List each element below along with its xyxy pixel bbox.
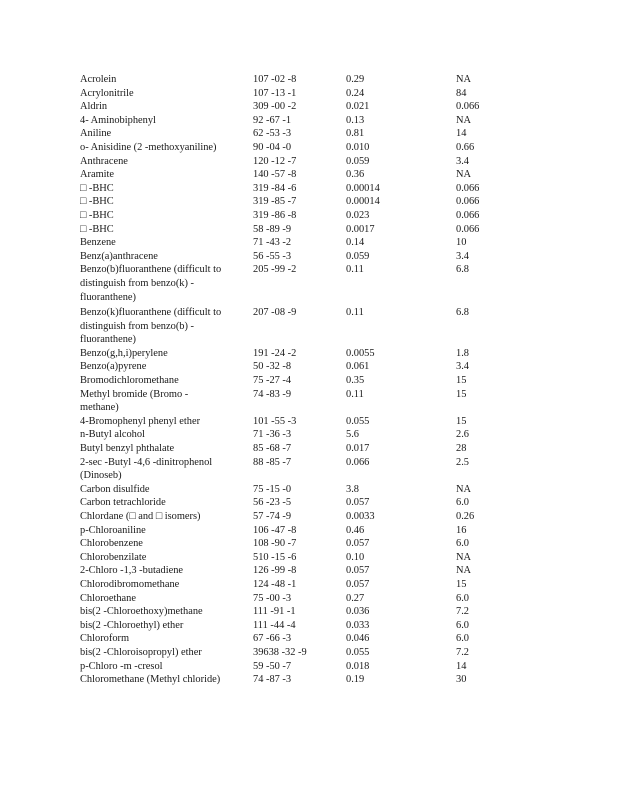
constituent-name: Benzo(g,h,i)perylene — [80, 347, 168, 359]
cas-number: 56 -23 -5 — [253, 497, 292, 509]
value-2: 3.4 — [456, 250, 469, 262]
constituent-name: Benzo(b)fluoranthene (difficult to distinguish from benzo(k) - fluoranthene) — [80, 264, 222, 303]
cas-number: 140 -57 -8 — [253, 169, 297, 181]
value-1: 0.021 — [346, 101, 370, 113]
table-row — [80, 360, 516, 374]
table-row — [80, 223, 516, 237]
value-1: 0.061 — [346, 361, 370, 373]
value-1: 0.81 — [346, 128, 365, 140]
value-2: 15 — [456, 578, 467, 590]
value-2: 15 — [456, 388, 467, 400]
value-2: 15 — [456, 415, 467, 427]
value-1: 0.057 — [346, 497, 370, 509]
constituent-name: Chlordane (□ and □ isomers) — [80, 511, 201, 522]
constituent-name: p-Chloroaniline — [80, 524, 146, 536]
constituent-table — [80, 73, 516, 687]
constituent-name: bis(2 -Chloroisopropyl) ether — [80, 646, 202, 658]
cas-number: 207 -08 -9 — [253, 307, 297, 319]
value-2: 6.0 — [456, 592, 469, 604]
table-row — [80, 646, 516, 660]
table-row — [80, 442, 516, 456]
value-2: NA — [456, 483, 472, 495]
value-2: 0.066 — [456, 196, 480, 208]
constituent-name: Acrolein — [80, 74, 117, 85]
table-body — [80, 73, 516, 687]
cas-number: 120 -12 -7 — [253, 155, 297, 167]
value-2: 14 — [456, 128, 467, 140]
value-2: 30 — [456, 674, 467, 686]
constituent-name: Benzo(a)pyrene — [80, 361, 147, 373]
value-2: 1.8 — [456, 347, 469, 359]
table-row — [80, 428, 516, 442]
table-row — [80, 496, 516, 510]
value-2: 6.0 — [456, 633, 469, 645]
value-1: 0.00014 — [346, 182, 380, 194]
constituent-name: p-Chloro -m -cresol — [80, 660, 163, 672]
cas-number: 126 -99 -8 — [253, 565, 297, 577]
value-1: 0.11 — [346, 264, 364, 276]
cas-number: 510 -15 -6 — [253, 551, 297, 563]
constituent-name: Carbon disulfide — [80, 483, 150, 495]
value-2: 2.6 — [456, 429, 469, 441]
value-1: 0.0055 — [346, 347, 375, 359]
cas-number: 39638 -32 -9 — [253, 646, 307, 658]
value-1: 0.036 — [346, 606, 370, 618]
value-1: 0.055 — [346, 646, 370, 658]
cas-number: 75 -27 -4 — [253, 375, 292, 387]
value-2: 14 — [456, 660, 467, 672]
table-row — [80, 578, 516, 592]
constituent-name: 4-Bromophenyl phenyl ether — [80, 415, 201, 427]
value-2: 2.5 — [456, 456, 469, 468]
constituent-name: Acrylonitrile — [80, 87, 134, 99]
cas-number: 90 -04 -0 — [253, 141, 292, 153]
value-1: 0.46 — [346, 524, 365, 536]
cas-number: 106 -47 -8 — [253, 524, 297, 536]
constituent-name: bis(2 -Chloroethyl) ether — [80, 619, 184, 631]
value-2: 16 — [456, 524, 467, 536]
value-1: 0.0017 — [346, 223, 375, 235]
table-row — [80, 73, 516, 87]
value-2: NA — [456, 551, 472, 563]
value-2: 3.4 — [456, 361, 469, 373]
table-row — [80, 236, 516, 250]
table-row — [80, 127, 516, 141]
value-1: 0.066 — [346, 456, 370, 468]
constituent-name: Aldrin — [80, 101, 108, 113]
table-row — [80, 250, 516, 264]
value-1: 0.24 — [346, 87, 365, 99]
value-2: 84 — [456, 87, 467, 99]
table-row — [80, 209, 516, 223]
table-row — [80, 564, 516, 578]
table-row — [80, 155, 516, 169]
value-2: 6.0 — [456, 497, 469, 509]
cas-number: 59 -50 -7 — [253, 660, 292, 672]
constituent-name: Chloroethane — [80, 592, 136, 604]
value-2: 6.8 — [456, 307, 469, 319]
constituent-name: 2-Chloro -1,3 -butadiene — [80, 565, 184, 577]
value-2: NA — [456, 74, 472, 85]
value-1: 0.057 — [346, 578, 370, 590]
constituent-name: □ -BHC — [80, 209, 114, 221]
constituent-name: Chloroform — [80, 633, 130, 645]
value-1: 0.059 — [346, 250, 370, 262]
value-2: 28 — [456, 443, 467, 455]
constituent-name: Chloromethane (Methyl chloride) — [80, 674, 221, 686]
table-row — [80, 388, 516, 415]
constituent-name: □ -BHC — [80, 196, 114, 208]
value-1: 0.29 — [346, 74, 365, 85]
cas-number: 88 -85 -7 — [253, 456, 292, 468]
cas-number: 309 -00 -2 — [253, 101, 297, 113]
constituent-name: Aramite — [80, 169, 115, 181]
table-row — [80, 87, 516, 101]
cas-number: 319 -86 -8 — [253, 209, 297, 221]
cas-number: 74 -83 -9 — [253, 388, 292, 400]
cas-number: 124 -48 -1 — [253, 578, 297, 590]
value-2: 0.066 — [456, 101, 480, 113]
table-row — [80, 592, 516, 606]
constituent-name: Anthracene — [80, 155, 128, 167]
cas-number: 107 -13 -1 — [253, 87, 297, 99]
value-2: 15 — [456, 375, 467, 387]
value-2: NA — [456, 114, 472, 126]
table-row — [80, 660, 516, 674]
cas-number: 101 -55 -3 — [253, 415, 297, 427]
constituent-name: Benzo(k)fluoranthene (difficult to distinguish from benzo(b) - fluoranthene) — [80, 307, 222, 346]
value-1: 0.11 — [346, 307, 364, 319]
constituent-name: Benz(a)anthracene — [80, 250, 158, 262]
cas-number: 71 -36 -3 — [253, 429, 292, 441]
table-row — [80, 374, 516, 388]
value-1: 0.010 — [346, 141, 370, 153]
cas-number: 205 -99 -2 — [253, 264, 297, 276]
table-row — [80, 456, 516, 483]
table-row — [80, 673, 516, 687]
constituent-name: Chlorobenzilate — [80, 551, 147, 563]
constituent-name: o- Anisidine (2 -methoxyaniline) — [80, 141, 217, 153]
cas-number: 111 -91 -1 — [253, 606, 296, 618]
value-2: 0.66 — [456, 141, 475, 153]
value-1: 0.023 — [346, 209, 370, 221]
value-1: 0.35 — [346, 375, 365, 387]
value-1: 0.36 — [346, 169, 365, 181]
value-1: 0.055 — [346, 415, 370, 427]
cas-number: 57 -74 -9 — [253, 511, 292, 522]
value-1: 0.13 — [346, 114, 365, 126]
constituent-name: 4- Aminobiphenyl — [80, 114, 156, 126]
table-row — [80, 632, 516, 646]
constituent-name: Chlorobenzene — [80, 538, 143, 550]
value-1: 0.017 — [346, 443, 370, 455]
cas-number: 75 -00 -3 — [253, 592, 292, 604]
table-row — [80, 304, 516, 347]
table-row — [80, 537, 516, 551]
constituent-name: Benzene — [80, 237, 116, 249]
cas-number: 191 -24 -2 — [253, 347, 297, 359]
cas-number: 107 -02 -8 — [253, 74, 297, 85]
constituent-name: □ -BHC — [80, 223, 114, 235]
table-row — [80, 141, 516, 155]
table-row — [80, 182, 516, 196]
cas-number: 319 -85 -7 — [253, 196, 297, 208]
constituent-name: 2-sec -Butyl -4,6 -dinitrophenol (Dinoseb) — [80, 456, 213, 482]
cas-number: 75 -15 -0 — [253, 483, 292, 495]
table-row — [80, 551, 516, 565]
value-1: 0.00014 — [346, 196, 380, 208]
cas-number: 58 -89 -9 — [253, 223, 292, 235]
value-2: 6.0 — [456, 619, 469, 631]
cas-number: 62 -53 -3 — [253, 128, 292, 140]
constituent-name: Bromodichloromethane — [80, 375, 179, 387]
table-row — [80, 483, 516, 497]
cas-number: 85 -68 -7 — [253, 443, 292, 455]
table-row — [80, 415, 516, 429]
cas-number: 67 -66 -3 — [253, 633, 292, 645]
table-row — [80, 100, 516, 114]
value-1: 0.0033 — [346, 511, 375, 522]
table-row — [80, 619, 516, 633]
value-2: 7.2 — [456, 606, 469, 618]
cas-number: 56 -55 -3 — [253, 250, 292, 262]
cas-number: 111 -44 -4 — [253, 619, 296, 631]
value-2: 0.066 — [456, 182, 480, 194]
cas-number: 92 -67 -1 — [253, 114, 292, 126]
table-row — [80, 195, 516, 209]
value-1: 0.018 — [346, 660, 370, 672]
value-1: 3.8 — [346, 483, 359, 495]
value-2: 0.26 — [456, 511, 475, 522]
value-2: 10 — [456, 237, 467, 249]
value-2: 6.8 — [456, 264, 469, 276]
value-1: 0.033 — [346, 619, 370, 631]
value-1: 0.19 — [346, 674, 365, 686]
cas-number: 71 -43 -2 — [253, 237, 292, 249]
table-row — [80, 168, 516, 182]
table-row — [80, 114, 516, 128]
value-1: 5.6 — [346, 429, 359, 441]
value-1: 0.11 — [346, 388, 364, 400]
value-2: NA — [456, 565, 472, 577]
value-1: 0.27 — [346, 592, 365, 604]
value-2: 7.2 — [456, 646, 469, 658]
constituent-name: Chlorodibromomethane — [80, 578, 180, 590]
constituent-name: bis(2 -Chloroethoxy)methane — [80, 606, 203, 618]
cas-number: 319 -84 -6 — [253, 182, 297, 194]
table-row — [80, 347, 516, 361]
value-1: 0.14 — [346, 237, 365, 249]
table-row — [80, 524, 516, 538]
value-2: 6.0 — [456, 538, 469, 550]
constituent-name: Aniline — [80, 128, 112, 140]
cas-number: 108 -90 -7 — [253, 538, 297, 550]
constituent-name: Butyl benzyl phthalate — [80, 443, 175, 455]
cas-number: 50 -32 -8 — [253, 361, 292, 373]
value-2: 3.4 — [456, 155, 469, 167]
value-2: 0.066 — [456, 223, 480, 235]
value-2: NA — [456, 169, 472, 181]
value-1: 0.10 — [346, 551, 365, 563]
table-row — [80, 263, 516, 304]
constituent-name: Methyl bromide (Bromo - methane) — [80, 388, 189, 414]
constituent-name: n-Butyl alcohol — [80, 429, 145, 441]
value-2: 0.066 — [456, 209, 480, 221]
table-row — [80, 605, 516, 619]
constituent-name: □ -BHC — [80, 182, 114, 194]
value-1: 0.057 — [346, 538, 370, 550]
constituent-name: Carbon tetrachloride — [80, 497, 166, 509]
table-row — [80, 510, 516, 524]
cas-number: 74 -87 -3 — [253, 674, 292, 686]
value-1: 0.046 — [346, 633, 370, 645]
value-1: 0.059 — [346, 155, 370, 167]
value-1: 0.057 — [346, 565, 370, 577]
